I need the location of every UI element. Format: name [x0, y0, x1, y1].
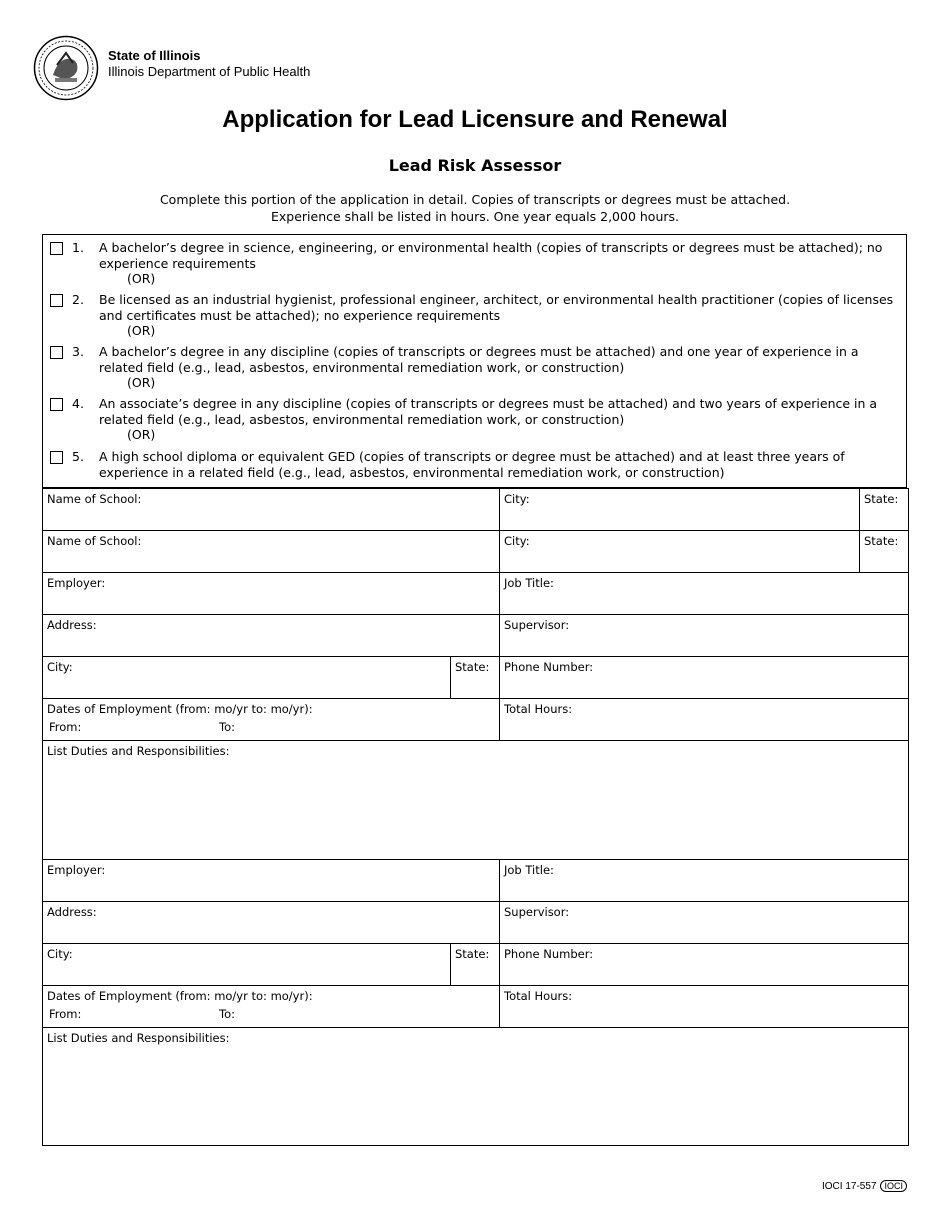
- option-1-checkbox[interactable]: [50, 242, 63, 255]
- instruction-line: Complete this portion of the application in detail. Copies of transcripts or degrees must be attached.: [159, 192, 791, 207]
- school-1-city-field[interactable]: [499, 488, 859, 530]
- field-label: Name of School:: [47, 492, 142, 506]
- field-label: Supervisor:: [504, 618, 570, 632]
- state-2-field[interactable]: [450, 943, 499, 985]
- option-number: 4.: [72, 396, 84, 411]
- option-4: [50, 396, 898, 443]
- field-label: City:: [47, 660, 73, 674]
- field-label: Job Title:: [504, 863, 554, 877]
- option-number: 3.: [72, 344, 84, 359]
- state-name: State of Illinois: [108, 48, 201, 63]
- option-text: A high school diploma or equivalent GED (copies of transcripts or degree must be attached) and at least three years of experience in a related field (e.g., lead, asbestos, environmental remediation work, or construction): [99, 449, 845, 480]
- field-label: Job Title:: [504, 576, 554, 590]
- field-label: City:: [504, 492, 530, 506]
- supervisor-2-field[interactable]: [499, 901, 909, 943]
- field-label: List Duties and Responsibilities:: [47, 1031, 230, 1045]
- field-label: City:: [504, 534, 530, 548]
- school-2-name-field[interactable]: [42, 530, 499, 572]
- page-title: Application for Lead Licensure and Renewal: [222, 106, 728, 133]
- supervisor-1-field[interactable]: [499, 614, 909, 656]
- school-1-state-field[interactable]: [859, 488, 909, 530]
- field-label: Employer:: [47, 863, 106, 877]
- address-2-field[interactable]: [42, 901, 499, 943]
- field-label: Total Hours:: [504, 702, 573, 716]
- department-name: Illinois Department of Public Health: [108, 64, 311, 79]
- employer-2-field[interactable]: [42, 859, 499, 901]
- option-5: [50, 449, 898, 480]
- from-label: From:: [49, 1007, 82, 1021]
- phone-2-field[interactable]: [499, 943, 909, 985]
- school-2-city-field[interactable]: [499, 530, 859, 572]
- agency-block: [108, 48, 310, 80]
- field-label: Phone Number:: [504, 947, 594, 961]
- school-1-name-field[interactable]: [42, 488, 499, 530]
- field-label: State:: [864, 492, 899, 506]
- option-4-checkbox[interactable]: [50, 398, 63, 411]
- instruction-line: Experience shall be listed in hours. One year equals 2,000 hours.: [270, 209, 680, 224]
- field-label: State:: [455, 660, 490, 674]
- option-2-checkbox[interactable]: [50, 294, 63, 307]
- option-1: [50, 240, 898, 287]
- from-label: From:: [49, 720, 82, 734]
- option-or: (OR): [127, 427, 156, 442]
- dates-sub: [47, 720, 499, 734]
- option-3-checkbox[interactable]: [50, 346, 63, 359]
- instructions: [0, 191, 950, 225]
- total-hours-1-field[interactable]: [499, 698, 909, 740]
- option-number: 2.: [72, 292, 84, 307]
- field-label: Total Hours:: [504, 989, 573, 1003]
- field-label: Dates of Employment (from: mo/yr to: mo/yr):: [47, 702, 313, 716]
- city-1-field[interactable]: [42, 656, 450, 698]
- option-or: (OR): [127, 271, 156, 286]
- dates-2-field[interactable]: [42, 985, 499, 1027]
- state-seal-icon: [33, 35, 99, 101]
- field-label: Dates of Employment (from: mo/yr to: mo/yr):: [47, 989, 313, 1003]
- field-label: Supervisor:: [504, 905, 570, 919]
- duties-1-field[interactable]: [42, 740, 909, 859]
- option-or: (OR): [127, 375, 156, 390]
- option-5-checkbox[interactable]: [50, 451, 63, 464]
- dates-sub: [47, 1007, 499, 1021]
- field-label: State:: [864, 534, 899, 548]
- field-label: Address:: [47, 905, 97, 919]
- field-label: Name of School:: [47, 534, 142, 548]
- qualification-options: [42, 234, 907, 488]
- option-number: 1.: [72, 240, 84, 255]
- dates-1-field[interactable]: [42, 698, 499, 740]
- form-id: IOCI 17-557: [822, 1180, 877, 1192]
- duties-2-field[interactable]: [42, 1027, 909, 1146]
- printer-logo: IOCI: [880, 1180, 907, 1192]
- total-hours-2-field[interactable]: [499, 985, 909, 1027]
- job-title-1-field[interactable]: [499, 572, 909, 614]
- field-label: List Duties and Responsibilities:: [47, 744, 230, 758]
- option-or: (OR): [127, 323, 156, 338]
- page-subtitle: Lead Risk Assessor: [388, 156, 562, 175]
- to-label: To:: [219, 720, 235, 734]
- option-3: [50, 344, 898, 391]
- field-label: Employer:: [47, 576, 106, 590]
- state-1-field[interactable]: [450, 656, 499, 698]
- option-number: 5.: [72, 449, 84, 464]
- option-text: A bachelor’s degree in any discipline (copies of transcripts or degrees must be attached) and one year of experience in a related field (e.g., lead, asbestos, environmental remediation work, or construction): [99, 344, 859, 375]
- footer: [822, 1180, 907, 1192]
- field-label: City:: [47, 947, 73, 961]
- option-text: A bachelor’s degree in science, engineering, or environmental health (copies of transcripts or degrees must be attached); no experience requirements: [99, 240, 883, 271]
- to-label: To:: [219, 1007, 235, 1021]
- field-label: Address:: [47, 618, 97, 632]
- address-1-field[interactable]: [42, 614, 499, 656]
- school-2-state-field[interactable]: [859, 530, 909, 572]
- employer-1-field[interactable]: [42, 572, 499, 614]
- field-label: Phone Number:: [504, 660, 594, 674]
- city-2-field[interactable]: [42, 943, 450, 985]
- field-label: State:: [455, 947, 490, 961]
- job-title-2-field[interactable]: [499, 859, 909, 901]
- option-text: Be licensed as an industrial hygienist, professional engineer, architect, or environmental health practitioner (copies of licenses and certificates must be attached); no experience requirements: [99, 292, 894, 323]
- option-text: An associate’s degree in any discipline (copies of transcripts or degrees must be attached) and two years of experience in a related field (e.g., lead, asbestos, environmental remediation work, or construction): [99, 396, 878, 427]
- option-2: [50, 292, 898, 339]
- phone-1-field[interactable]: [499, 656, 909, 698]
